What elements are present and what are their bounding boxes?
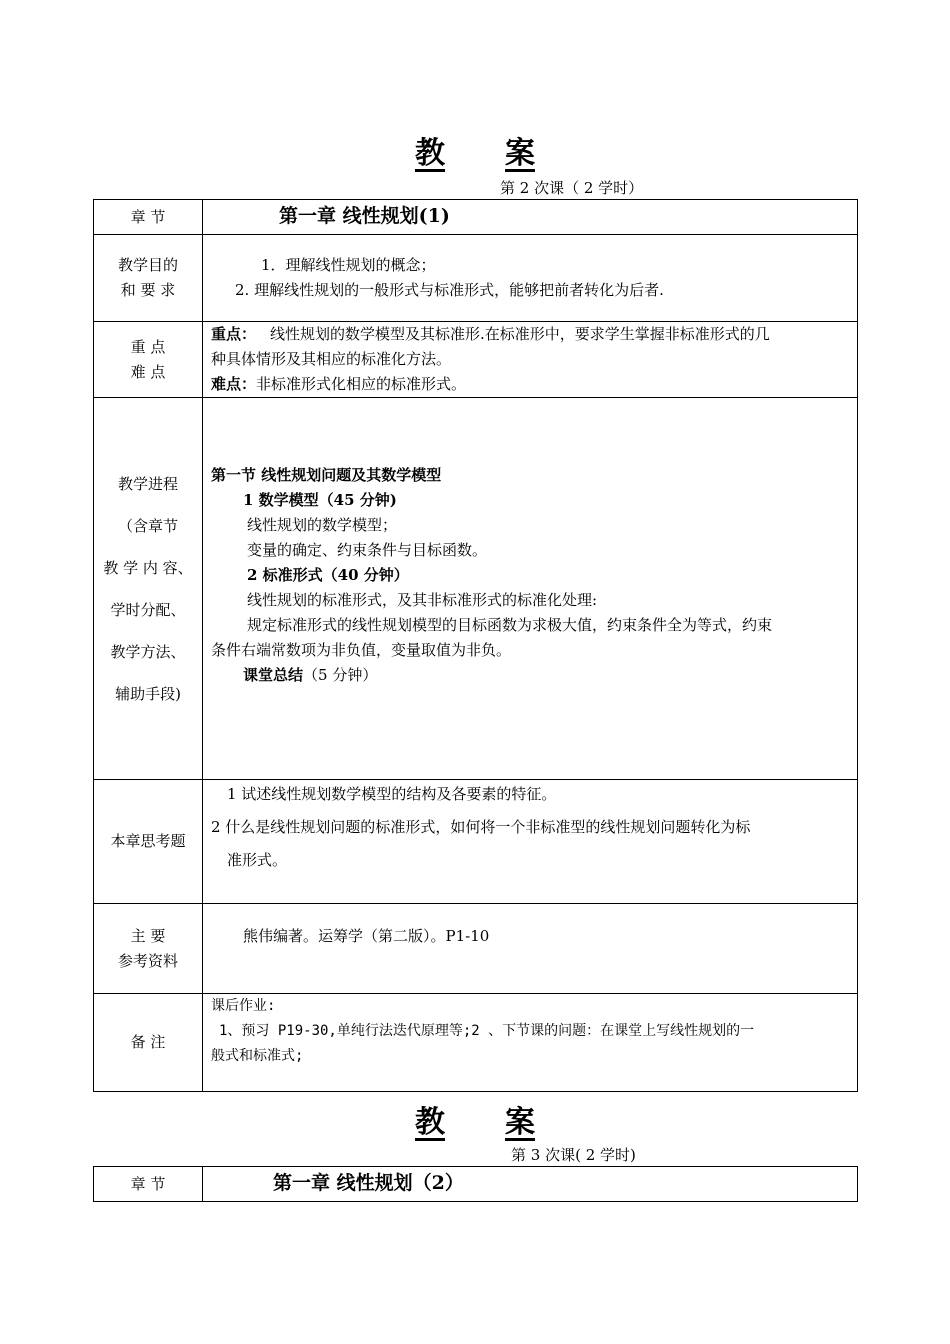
lesson-plan-table-2 — [93, 1166, 858, 1202]
section-title: 第一节 线性规划问题及其数学模型 — [211, 466, 442, 484]
lesson-plan-table — [93, 199, 858, 1092]
notes-line-3: 般式和标准式; — [211, 1048, 304, 1064]
subsection-2-line-3: 条件右端常数项为非负值，变量取值为非负。 — [211, 641, 512, 659]
references-label-2: 参考资料 — [117, 951, 178, 970]
process-label-2: （含章节 — [117, 516, 178, 535]
lesson-plan-title: 教 案 — [415, 136, 535, 171]
goal-item-2: 2. 理解线性规划的一般形式与标准形式，能够把前者转化为后者. — [235, 281, 664, 299]
key-label: 重 点 — [130, 337, 166, 356]
process-label-3: 教 学 内 容、 — [103, 558, 193, 577]
table-row-questions — [94, 780, 858, 904]
subsection-2-line-1: 线性规划的标准形式，及其非标准形式的标准化处理: — [247, 591, 598, 609]
references-label: 主 要 — [130, 926, 166, 945]
notes-line-1: 课后作业: — [211, 998, 276, 1014]
question-2-cont: 准形式。 — [227, 851, 288, 869]
subsection-1-title: 1 数学模型（45 分钟) — [243, 491, 397, 509]
table-row-chapter — [94, 200, 858, 235]
subsection-2-title: 2 标准形式（40 分钟） — [247, 566, 409, 584]
process-label-4: 学时分配、 — [110, 600, 186, 619]
table-row-chapter-2 — [94, 1167, 858, 1202]
chapter-label: 章 节 — [94, 200, 203, 235]
difficulty-label: 难 点 — [130, 362, 166, 381]
difficulty-text: 难点：非标准形式化相应的标准形式。 — [211, 375, 467, 393]
key-points-text: 重点： 线性规划的数学模型及其标准形.在标准形中，要求学生掌握非标准形式的几 — [211, 325, 770, 343]
question-1: 1 试述线性规划数学模型的结构及各要素的特征。 — [227, 785, 557, 803]
process-label-5: 教学方法、 — [110, 642, 186, 661]
table-row-references — [94, 904, 858, 994]
subsection-2-line-2: 规定标准形式的线性规划模型的目标函数为求极大值，约束条件全为等式，约束 — [247, 616, 773, 634]
chapter-value-2: 第一章 线性规划（2） — [273, 1172, 464, 1194]
process-label-1: 教学进程 — [117, 474, 178, 493]
subsection-1-line-1: 线性规划的数学模型； — [247, 516, 398, 534]
questions-label: 本章思考题 — [94, 780, 203, 904]
question-2: 2 什么是线性规划问题的标准形式，如何将一个非标准型的线性规划问题转化为标 — [211, 818, 751, 836]
process-label-6: 辅助手段) — [115, 684, 181, 703]
references-text: 熊伟编著。运筹学（第二版）。P1-10 — [243, 927, 490, 945]
table-row-key-points — [94, 322, 858, 398]
table-row-notes — [94, 994, 858, 1092]
chapter-label-2: 章 节 — [94, 1167, 203, 1202]
key-points-text-2: 种具体情形及其相应的标准化方法。 — [211, 350, 452, 368]
chapter-value: 第一章 线性规划(1) — [279, 205, 450, 227]
summary-line: 课堂总结（5 分钟） — [243, 666, 378, 684]
table-row-process — [94, 398, 858, 780]
lesson-plan-title-2: 教 案 — [415, 1105, 535, 1140]
subsection-1-line-2: 变量的确定、约束条件与目标函数。 — [247, 541, 488, 559]
session-info-2: 第 3 次课( 2 学时) — [511, 1146, 636, 1164]
table-row-goals — [94, 235, 858, 322]
goal-label: 教学目的 — [117, 256, 178, 274]
goal-label-2: 和 要 求 — [120, 281, 176, 299]
goal-item-1: 1．理解线性规划的概念； — [261, 256, 436, 274]
session-info: 第 2 次课（ 2 学时） — [500, 179, 644, 197]
notes-label: 备 注 — [94, 994, 203, 1092]
notes-line-2: 1、预习 P19-30,单纯行法迭代原理等;2 、下节课的问题：在课堂上写线性规划的一 — [219, 1023, 755, 1039]
